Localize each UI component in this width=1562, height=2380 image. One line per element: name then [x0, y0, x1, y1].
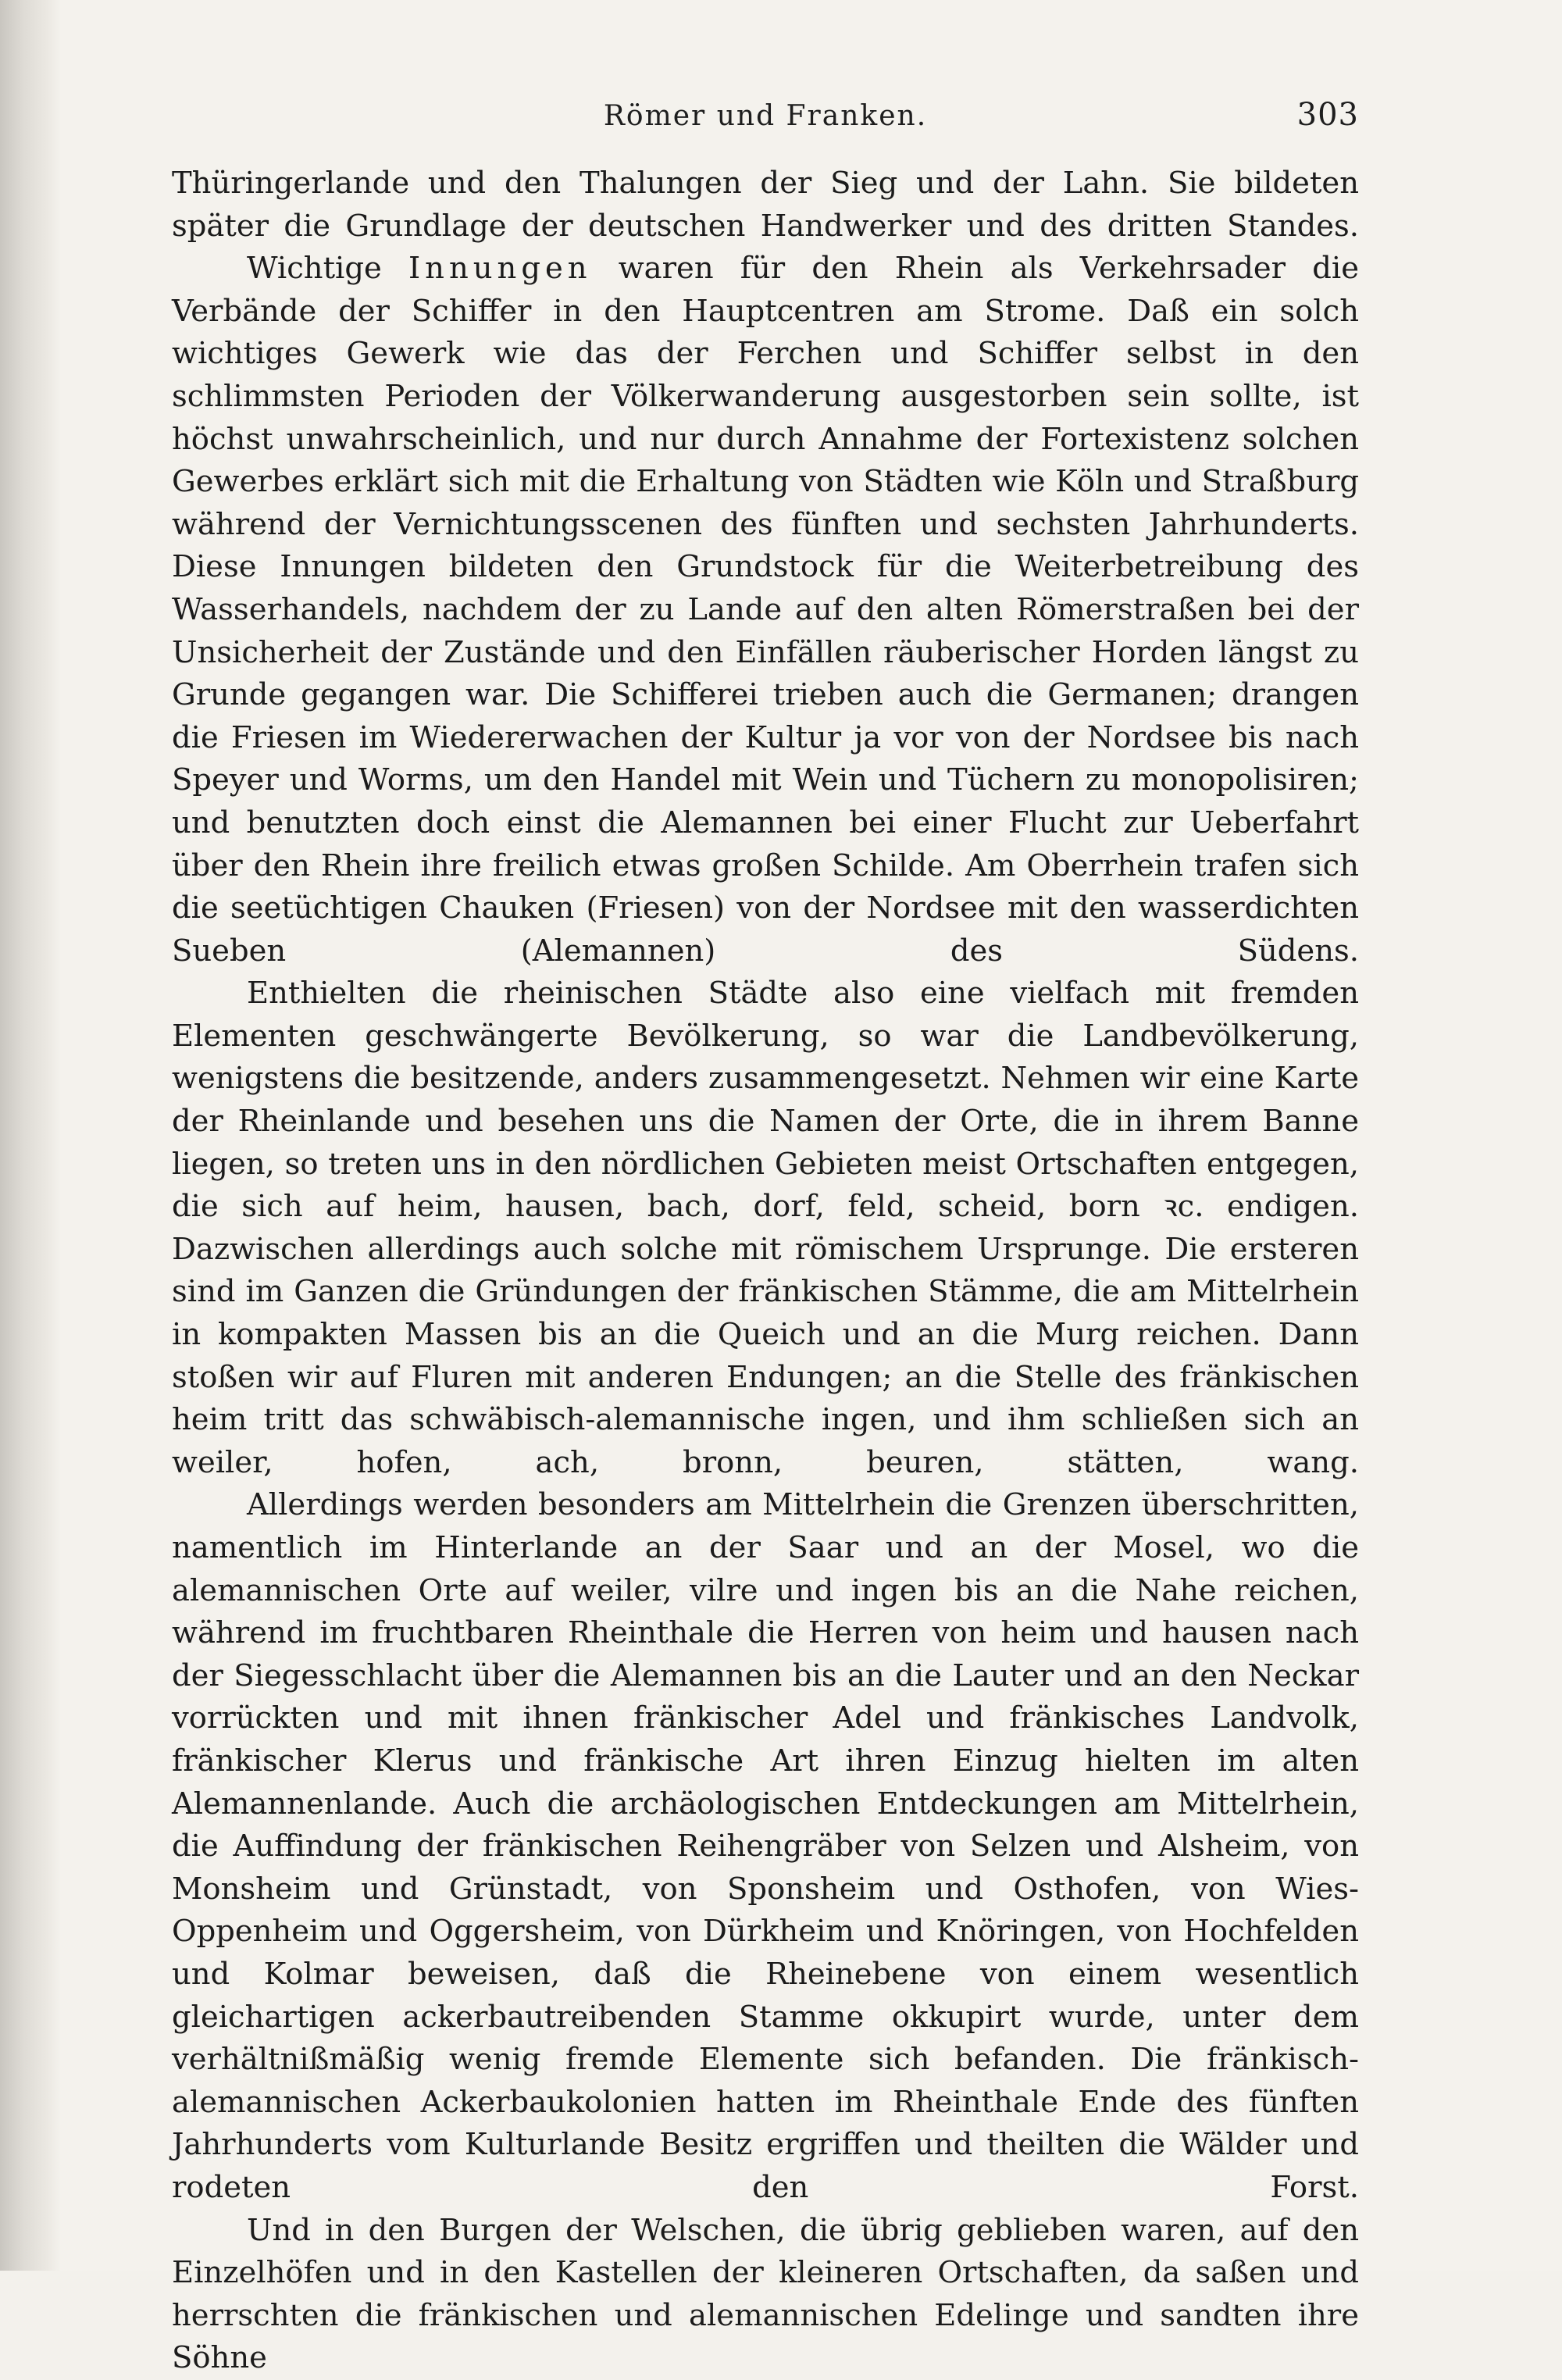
- paragraph-2: [172, 248, 1359, 972]
- body-text: [172, 162, 1359, 2380]
- paragraph-5: Und in den Burgen der Welschen, die übrig geblieben waren, auf den Einzelhöfen und in den Kastellen der kleineren Ortschaften, da saßen und herrschten die fränkischen und alemannischen Edelinge und sandten ihre Söhne: [172, 2212, 1359, 2376]
- paragraph-4: Allerdings werden besonders am Mittelrhein die Grenzen überschritten, namentlich im Hinterlande an der Saar und an der Mosel, wo die alemannischen Orte auf weiler, vilre und ingen bis an die Nahe reichen, während im fruchtbaren Rheinthale die Herren von heim und hausen nach der Siegesschlacht über die Alemannen bis an die Lauter und an den Neckar vorrückten und mit ihnen fränkischer Adel und fränkisches Landvolk, fränkischer Klerus und fränkische Art ihren Einzug hielten im alten Alemannenlande. Auch die archäologischen Entdeckungen am Mittelrhein, die Auffindung der fränkischen Reihengräber von Selzen und Alsheim, von Monsheim und Grünstadt, von Sponsheim und Osthofen, von Wies-Oppenheim und Oggersheim, von Dürkheim und Knöringen, von Hochfelden und Kolmar beweisen, daß die Rheinebene von einem wesentlich gleichartigen ackerbautreibenden Stamme okkupirt wurde, unter dem verhältnißmäßig wenig fremde Elemente sich befanden. Die fränkisch-alemannischen Ackerbaukolonien hatten im Rheinthale Ende des fünften Jahrhunderts vom Kulturlande Besitz ergriffen und theilten die Wälder und rodeten den Forst.: [172, 1487, 1359, 2205]
- page-gutter-shadow: [0, 0, 61, 2271]
- running-title: Römer und Franken.: [603, 100, 928, 132]
- emphasis-innungen: Innungen: [408, 251, 592, 287]
- running-head: [172, 97, 1359, 147]
- paragraph-2-text: waren für den Rhein als Verkehrsader die Verbände der Schiffer in den Hauptcentren am Strome. Daß ein solch wichtiges Gewerk wie das der Ferchen und Schiffer selbst in den schlimmsten Perioden der Völkerwanderung ausgestorben sein sollte, ist höchst unwahrscheinlich, und nur durch Annahme der Fortexistenz solchen Gewerbes erklärt sich mit die Erhaltung von Städten wie Köln und Straßburg während der Vernichtungsscenen des fünften und sechsten Jahrhunderts. Diese Innungen bildeten den Grundstock für die Weiterbetreibung des Wasserhandels, nachdem der zu Lande auf den alten Römerstraßen bei der Unsicherheit der Zustände und den Einfällen räuberischer Horden längst zu Grunde gegangen war. Die Schifferei trieben auch die Germanen; drangen die Friesen im Wiedererwachen der Kultur ja vor von der Nordsee bis nach Speyer und Worms, um den Handel mit Wein und Tüchern zu monopolisiren; und benutzten doch einst die Alemannen bei einer Flucht zur Ueberfahrt über den Rhein ihre freilich etwas großen Schilde. Am Oberrhein trafen sich die seetüchtigen Chauken (Friesen) von der Nordsee mit den wasserdichten Sueben (Alemannen) des Südens.: [172, 251, 1359, 969]
- paragraph-2-lead: Wichtige: [247, 251, 408, 287]
- page-number: 303: [1296, 97, 1359, 133]
- paragraph-3: Enthielten die rheinischen Städte also eine vielfach mit fremden Elementen geschwängerte Bevölkerung, so war die Landbevölkerung, wenigstens die besitzende, anders zusammengesetzt. Nehmen wir eine Karte der Rheinlande und besehen uns die Namen der Orte, die in ihrem Banne liegen, so treten uns in den nördlichen Gebieten meist Ortschaften entgegen, die sich auf heim, hausen, bach, dorf, feld, scheid, born ꝛc. endigen. Dazwischen allerdings auch solche mit römischem Ursprunge. Die ersteren sind im Ganzen die Gründungen der fränkischen Stämme, die am Mittelrhein in kompakten Massen bis an die Queich und an die Murg reichen. Dann stoßen wir auf Fluren mit anderen Endungen; an die Stelle des fränkischen heim tritt das schwäbisch-alemannische ingen, und ihm schließen sich an weiler, hofen, ach, bronn, beuren, stätten, wang.: [172, 976, 1359, 1480]
- paragraph-1: Thüringerlande und den Thalungen der Sieg und der Lahn. Sie bildeten später die Grundlage der deutschen Handwerker und des dritten Standes.: [172, 166, 1359, 244]
